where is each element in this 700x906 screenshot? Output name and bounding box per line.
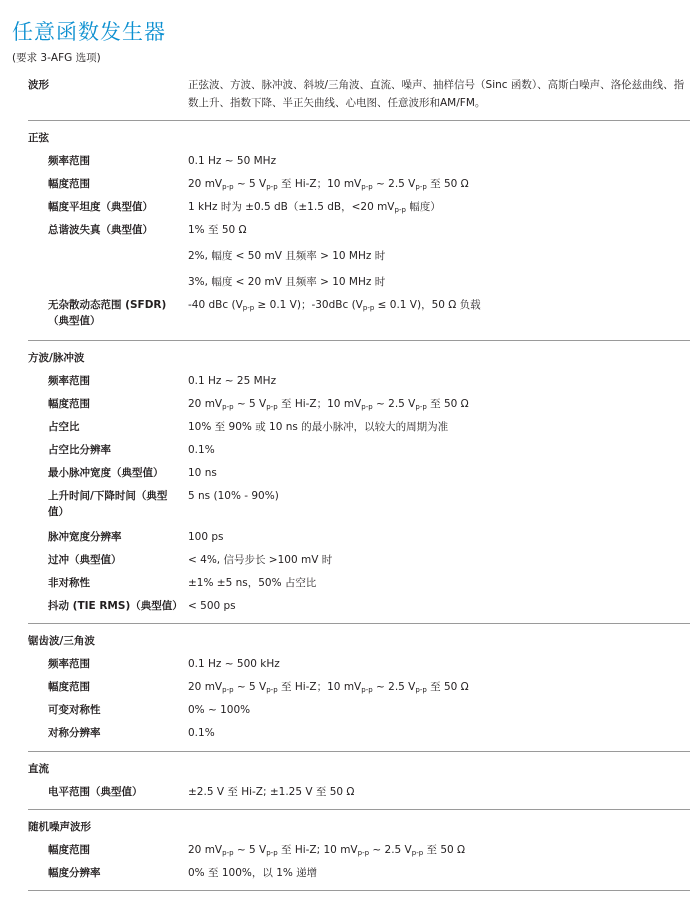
square-jitter-value: < 500 ps: [188, 600, 236, 612]
section-title-square: 方波/脉冲波: [28, 352, 85, 364]
dc-level-value: ±2.5 V 至 Hi-Z; ±1.25 V 至 50 Ω: [188, 786, 355, 798]
noise-amp-label: 幅度范围: [48, 844, 90, 856]
sine-freq-label: 频率范围: [48, 155, 90, 167]
ramp-amp-value: 20 $mV_{p-p}$ ~ 5 $V_{p-p}$ 至 Hi-Z；10 $mV_{p-p}$ ~ 2.5 $V_{p-p}$ 至 50 Ω: [188, 681, 469, 694]
divider: [28, 623, 690, 624]
ramp-sym-res-label: 对称分辨率: [48, 727, 101, 739]
page-title: 任意函数发生器: [12, 20, 166, 44]
noise-amp-res-label: 幅度分辨率: [48, 867, 101, 879]
square-asym-value: ±1% ±5 ns，50% 占空比: [188, 577, 317, 589]
section-title-sine: 正弦: [28, 132, 49, 144]
square-freq-label: 频率范围: [48, 375, 90, 387]
square-rise-value: 5 ns (10% - 90%): [188, 490, 279, 502]
noise-amp-res-value: 0% 至 100%，以 1% 递增: [188, 867, 318, 879]
page-subtitle: (要求 3-AFG 选项): [12, 52, 101, 64]
square-duty-res-value: 0.1%: [188, 444, 215, 456]
sine-sfdr-label: 无杂散动态范围 (SFDR)（典型值）: [48, 299, 167, 327]
sine-amp-label: 幅度范围: [48, 178, 90, 190]
ramp-freq-label: 频率范围: [48, 658, 90, 670]
divider: [28, 890, 690, 891]
sine-flatness-label: 幅度平坦度（典型值）: [48, 201, 153, 213]
divider: [28, 120, 690, 121]
sine-amp-value: 20 $mV_{p-p}$ ~ 5 $V_{p-p}$ 至 Hi-Z；10 $mV_{p-p}$ ~ 2.5 $V_{p-p}$ 至 50 Ω: [188, 178, 469, 191]
square-amp-label: 幅度范围: [48, 398, 90, 410]
dc-level-label: 电平范围（典型值）: [48, 786, 143, 798]
square-freq-value: 0.1 Hz ~ 25 MHz: [188, 375, 277, 387]
ramp-amp-label: 幅度范围: [48, 681, 90, 693]
square-min-pulse-label: 最小脉冲宽度（典型值）: [48, 467, 164, 479]
square-overshoot-label: 过冲（典型值）: [48, 554, 122, 566]
waveform-value: 正弦波、方波、脉冲波、斜坡/三角波、直流、噪声、抽样信号（Sinc 函数）、高斯白噪声、洛伦兹曲线、指数上升、指数下降、半正矢曲线、心电图、任意波形和AM/FM。: [188, 79, 685, 109]
ramp-sym-value: 0% ~ 100%: [188, 704, 251, 716]
sine-thd-label: 总谐波失真（典型值）: [48, 224, 153, 236]
ramp-sym-res-value: 0.1%: [188, 727, 215, 739]
square-jitter-label: 抖动 (TIE RMS)（典型值）: [48, 600, 183, 612]
sine-thd-value-3: 3%, 幅度 < 20 mV 且频率 > 10 MHz 时: [188, 276, 386, 288]
square-duty-label: 占空比: [48, 421, 80, 433]
section-title-ramp: 锯齿波/三角波: [28, 635, 95, 647]
section-title-dc: 直流: [28, 763, 49, 775]
square-pw-res-label: 脉冲宽度分辨率: [48, 531, 122, 543]
sine-thd-value-1: 1% 至 50 Ω: [188, 224, 247, 236]
square-rise-label: 上升时间/下降时间（典型值）: [48, 490, 168, 518]
square-min-pulse-value: 10 ns: [188, 467, 217, 479]
ramp-sym-label: 可变对称性: [48, 704, 101, 716]
noise-amp-value: 20 $mV_{p-p}$ ~ 5 $V_{p-p}$ 至 Hi-Z; 10 $mV_{p-p}$ ~ 2.5 $V_{p-p}$ 至 50 Ω: [188, 844, 466, 857]
ramp-freq-value: 0.1 Hz ~ 500 kHz: [188, 658, 280, 670]
square-asym-label: 非对称性: [48, 577, 90, 589]
sine-thd-value-2: 2%, 幅度 < 50 mV 且频率 > 10 MHz 时: [188, 250, 386, 262]
square-duty-res-label: 占空比分辨率: [48, 444, 111, 456]
sine-sfdr-value: -40 dBc ($V_{p-p} \ge 0.1$ V)；-30dBc ($V_{p-p} \le 0.1$ V)，50 Ω 负载: [188, 299, 481, 312]
sine-freq-value: 0.1 Hz ~ 50 MHz: [188, 155, 277, 167]
section-title-noise: 随机噪声波形: [28, 821, 91, 833]
square-amp-value: 20 $mV_{p-p}$ ~ 5 $V_{p-p}$ 至 Hi-Z；10 $mV_{p-p}$ ~ 2.5 $V_{p-p}$ 至 50 Ω: [188, 398, 469, 411]
square-duty-value: 10% 至 90% 或 10 ns 的最小脉冲，以较大的周期为准: [188, 421, 449, 433]
square-pw-res-value: 100 ps: [188, 531, 224, 543]
square-overshoot-value: < 4%, 信号步长 >100 mV 时: [188, 554, 333, 566]
divider: [28, 340, 690, 341]
sine-flatness-value: 1 kHz 时为 ±0.5 dB（±1.5 dB，<20 $mV_{p-p}$ 幅度）: [188, 201, 441, 214]
divider: [28, 751, 690, 752]
divider: [28, 809, 690, 810]
waveform-label: 波形: [28, 79, 49, 91]
